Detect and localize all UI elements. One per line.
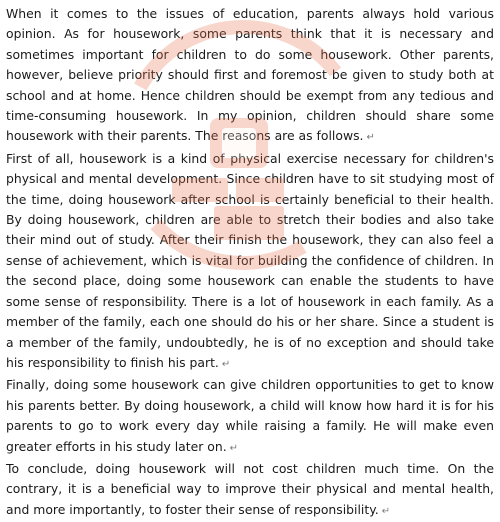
paragraph-4 <box>6 459 494 522</box>
paragraph-2 <box>6 149 494 375</box>
paragraph-3-text: Finally, doing some housework can give children opportunities to get to know his parents better. By doing housework, a child will know how hard it is for his parents to go to work every day while raising a family. He will make even greater efforts in his study later on. <box>6 377 494 454</box>
paragraph-4-text: To conclude, doing housework will not cost children much time. On the contrary, it is a beneficial way to improve their physical and mental health, and more importantly, to foster their sense of responsibility. <box>6 460 494 517</box>
paragraph-mark: ↵ <box>366 132 375 144</box>
paragraph-mark: ↵ <box>221 358 231 370</box>
paragraph-1-text: When it comes to the issues of education, parents always hold various opinion. As for housework, some parents think that it is necessary and sometimes important for children to do some housework. Other parents, however, believe priority should first and foremost be given to study both at school and at home. Hence children should be exempt from any tedious and time-consuming housework. In my opinion, children should share some housework with their parents. The reasons are as follows. <box>6 6 494 144</box>
paragraph-mark: ↵ <box>229 442 239 454</box>
paragraph-2-text: First of all, housework is a kind of physical exercise necessary for children's physical and mental development. Since children have to sit studying most of the time, doing housework after school is certainly beneficial to their health. By doing housework, children are able to stretch their bodies and also take their mind out of study. After their finish the housework, they can also feel a sense of achievement, which is vital for building the confidence of children. In the second place, doing some housework can enable the students to have some sense of responsibility. There is a lot of housework in each family. As a member of the family, each one should do his or her share. Since a student is a member of the family, undoubtedly, he is of no exception and should take his responsibility to finish his part. <box>6 150 494 370</box>
paragraph-mark: ↵ <box>381 505 391 517</box>
paragraph-3 <box>6 375 494 459</box>
paragraph-1 <box>6 4 494 149</box>
